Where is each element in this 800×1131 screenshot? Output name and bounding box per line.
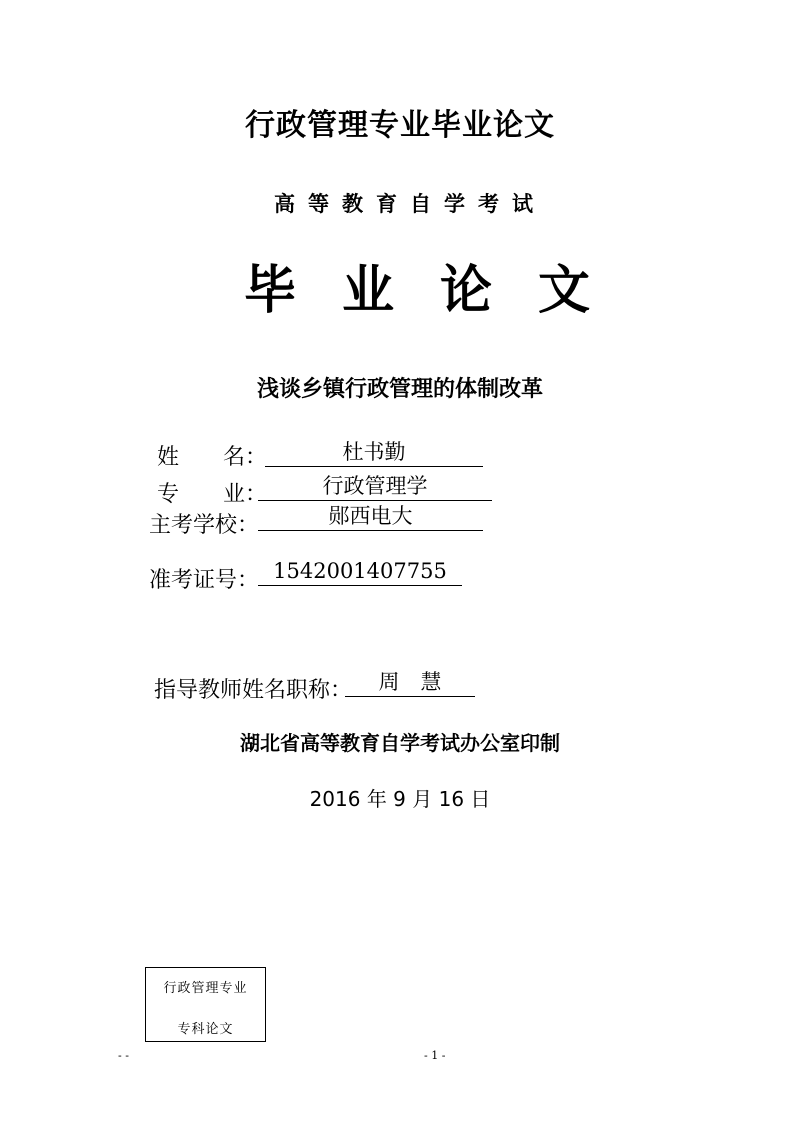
- name-value: 杜书勤: [265, 438, 483, 467]
- document-subtitle: 高等教育自学考试: [274, 192, 546, 216]
- footer-left-marks: - -: [118, 1049, 129, 1062]
- thesis-title: 浅谈乡镇行政管理的体制改革: [256, 377, 543, 402]
- document-header-title: 行政管理专业毕业论文: [245, 108, 555, 143]
- stamp-line-2: 专科论文: [177, 1022, 234, 1037]
- advisor-label: 指导教师姓名职称：: [154, 678, 353, 703]
- issuer-affiliation: 湖北省高等教育自学考试办公室印制: [240, 731, 560, 755]
- footer-page-number: - 1 -: [424, 1049, 446, 1062]
- major-value: 行政管理学: [258, 472, 492, 501]
- school-value: 郧西电大: [258, 502, 483, 531]
- exam-id-value: 1542001407755: [258, 557, 462, 586]
- document-date: 2016 年 9 月 16 日: [309, 787, 491, 811]
- exam-id-label: 准考证号：: [149, 568, 260, 593]
- name-label: 姓 名：: [157, 445, 268, 470]
- major-label: 专 业：: [157, 482, 268, 507]
- school-label: 主考学校：: [149, 513, 260, 538]
- category-stamp-box: [145, 967, 266, 1042]
- stamp-line-1: 行政管理专业: [163, 981, 248, 996]
- document-big-title: 毕业论文: [243, 261, 636, 321]
- advisor-value: 周 慧: [345, 668, 475, 697]
